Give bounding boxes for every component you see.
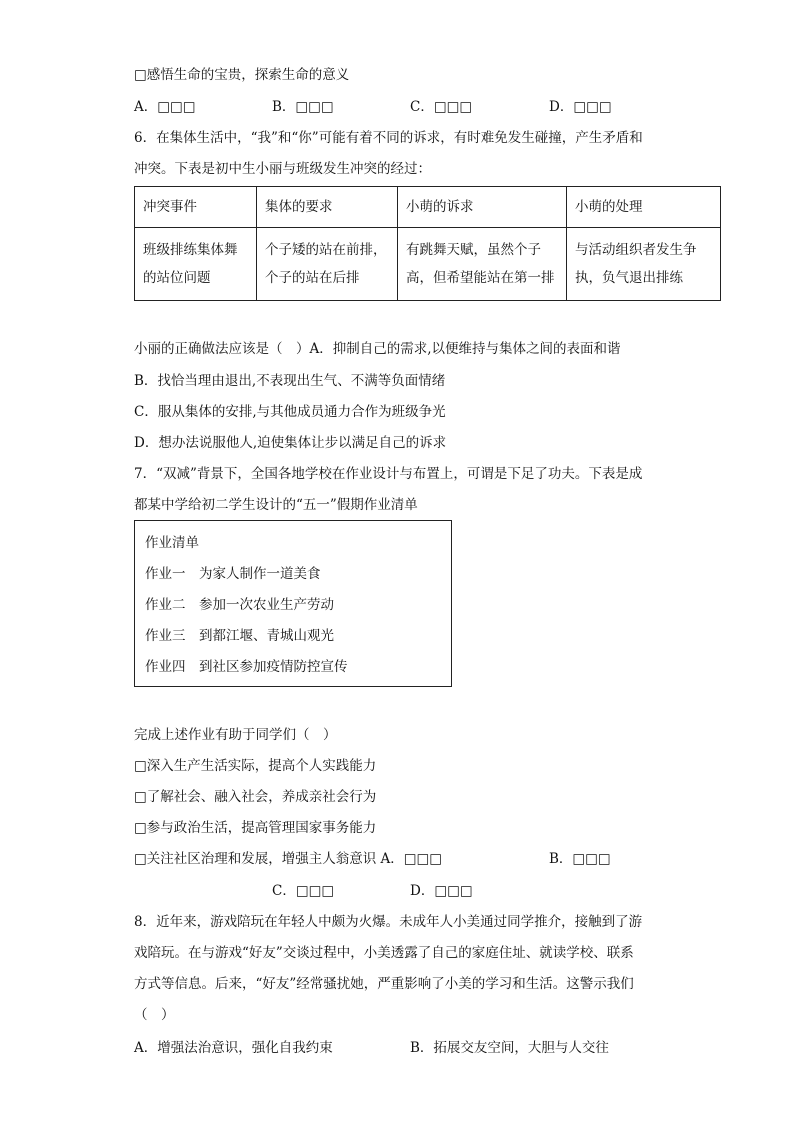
homework-list-title: 作业清单 — [145, 535, 199, 551]
q7-option-c[interactable]: C．□□□ — [272, 883, 335, 899]
option-letter: B． — [272, 99, 296, 115]
option-letter: A． — [134, 99, 158, 115]
q6-option-b[interactable]: B．找恰当理由退出,不表现出生气、不满等负面情绪 — [134, 373, 446, 389]
homework-item: 作业四 到社区参加疫情防控宣传 — [145, 659, 348, 675]
q8-stem-line-2: 戏陪玩。在与游戏“好友”交谈过程中，小美透露了自己的家庭住址、就读学校、联系 — [134, 945, 634, 961]
cell-line: 执，负气退出排练 — [575, 270, 683, 286]
q7-statement-1: □深入生产生活实际，提高个人实践能力 — [134, 758, 377, 774]
cell-line: 与活动组织者发生争 — [575, 242, 697, 258]
cell-line: 个子的站在后排 — [265, 270, 360, 286]
option-text: □□□ — [573, 99, 612, 115]
cell-line: 个子矮的站在前排， — [265, 242, 387, 258]
table-row — [135, 228, 721, 301]
q6-option-c[interactable]: C．服从集体的安排,与其他成员通力合作为班级争光 — [134, 404, 446, 420]
q7-statement-2: □了解社会、融入社会，养成亲社会行为 — [134, 789, 377, 805]
q7-option-d[interactable]: D．□□□ — [410, 883, 473, 899]
q5-option-a[interactable] — [134, 97, 196, 117]
q5-option-b[interactable] — [272, 97, 334, 117]
q7-stem-line-2: 都某中学给初二学生设计的“五一”假期作业清单 — [134, 497, 418, 513]
homework-item: 作业二 参加一次农业生产劳动 — [145, 597, 334, 613]
table-header-row — [135, 187, 721, 228]
q6-stem-line-2: 冲突。下表是初中生小丽与班级发生冲突的经过： — [134, 161, 431, 177]
q7-statement-4-with-option-a[interactable]: □关注社区治理和发展，增强主人翁意识 A．□□□ — [134, 851, 443, 867]
table-cell — [398, 228, 567, 301]
table-cell — [135, 228, 257, 301]
table-header-cell: 小萌的诉求 — [398, 187, 567, 228]
option-letter: C． — [410, 99, 434, 115]
table-cell — [257, 228, 398, 301]
cell-line: 高，但希望能站在第一排 — [406, 270, 555, 286]
q8-option-b[interactable]: B．拓展交友空间，大胆与人交往 — [410, 1040, 609, 1056]
option-text: □□□ — [433, 99, 473, 115]
q7-option-b[interactable]: B．□□□ — [549, 851, 611, 867]
q8-option-a[interactable]: A．增强法治意识，强化自我约束 — [134, 1040, 333, 1056]
table-header-cell: 集体的要求 — [257, 187, 398, 228]
option-text: □□□ — [295, 99, 334, 115]
conflict-table — [134, 186, 721, 301]
table-cell — [567, 228, 721, 301]
q7-statement-3: □参与政治生活，提高管理国家事务能力 — [134, 820, 377, 836]
q6-stem-line-1: 6．在集体生活中，“我”和“你”可能有着不同的诉求，有时难免发生碰撞，产生矛盾和 — [134, 130, 643, 146]
table-header-cell: 冲突事件 — [135, 187, 257, 228]
q7-question: 完成上述作业有助于同学们（ ） — [134, 727, 337, 743]
q8-stem-line-1: 8．近年来，游戏陪玩在年轻人中颇为火爆。未成年人小美通过同学推介，接触到了游 — [134, 914, 643, 930]
q5-statement-4: □感悟生命的宝贵，探索生命的意义 — [134, 67, 350, 83]
cell-line: 的站位问题 — [143, 270, 211, 286]
q5-option-d[interactable] — [549, 97, 612, 117]
table-header-cell: 小萌的处理 — [567, 187, 721, 228]
homework-item: 作业一 为家人制作一道美食 — [145, 566, 321, 582]
homework-list-box — [134, 520, 452, 687]
q6-option-d[interactable]: D．想办法说服他人,迫使集体让步以满足自己的诉求 — [134, 435, 447, 451]
q5-option-c[interactable] — [410, 97, 472, 117]
cell-line: 班级排练集体舞 — [143, 242, 238, 258]
option-text: □□□ — [157, 99, 196, 115]
homework-item: 作业三 到都江堰、青城山观光 — [145, 628, 334, 644]
option-letter: D． — [549, 99, 574, 115]
q6-question-with-option-a[interactable]: 小丽的正确做法应该是（ ）A．抑制自己的需求,以便维持与集体之间的表面和谐 — [134, 341, 621, 357]
q8-stem-line-3: 方式等信息。后来，“好友”经常骚扰她，严重影响了小美的学习和生活。这警示我们 — [134, 976, 634, 992]
q7-stem-line-1: 7．“双减”背景下，全国各地学校在作业设计与布置上，可谓是下足了功夫。下表是成 — [134, 466, 643, 482]
cell-line: 有跳舞天赋，虽然个子 — [406, 242, 541, 258]
q8-stem-line-4: （ ） — [134, 1007, 175, 1023]
